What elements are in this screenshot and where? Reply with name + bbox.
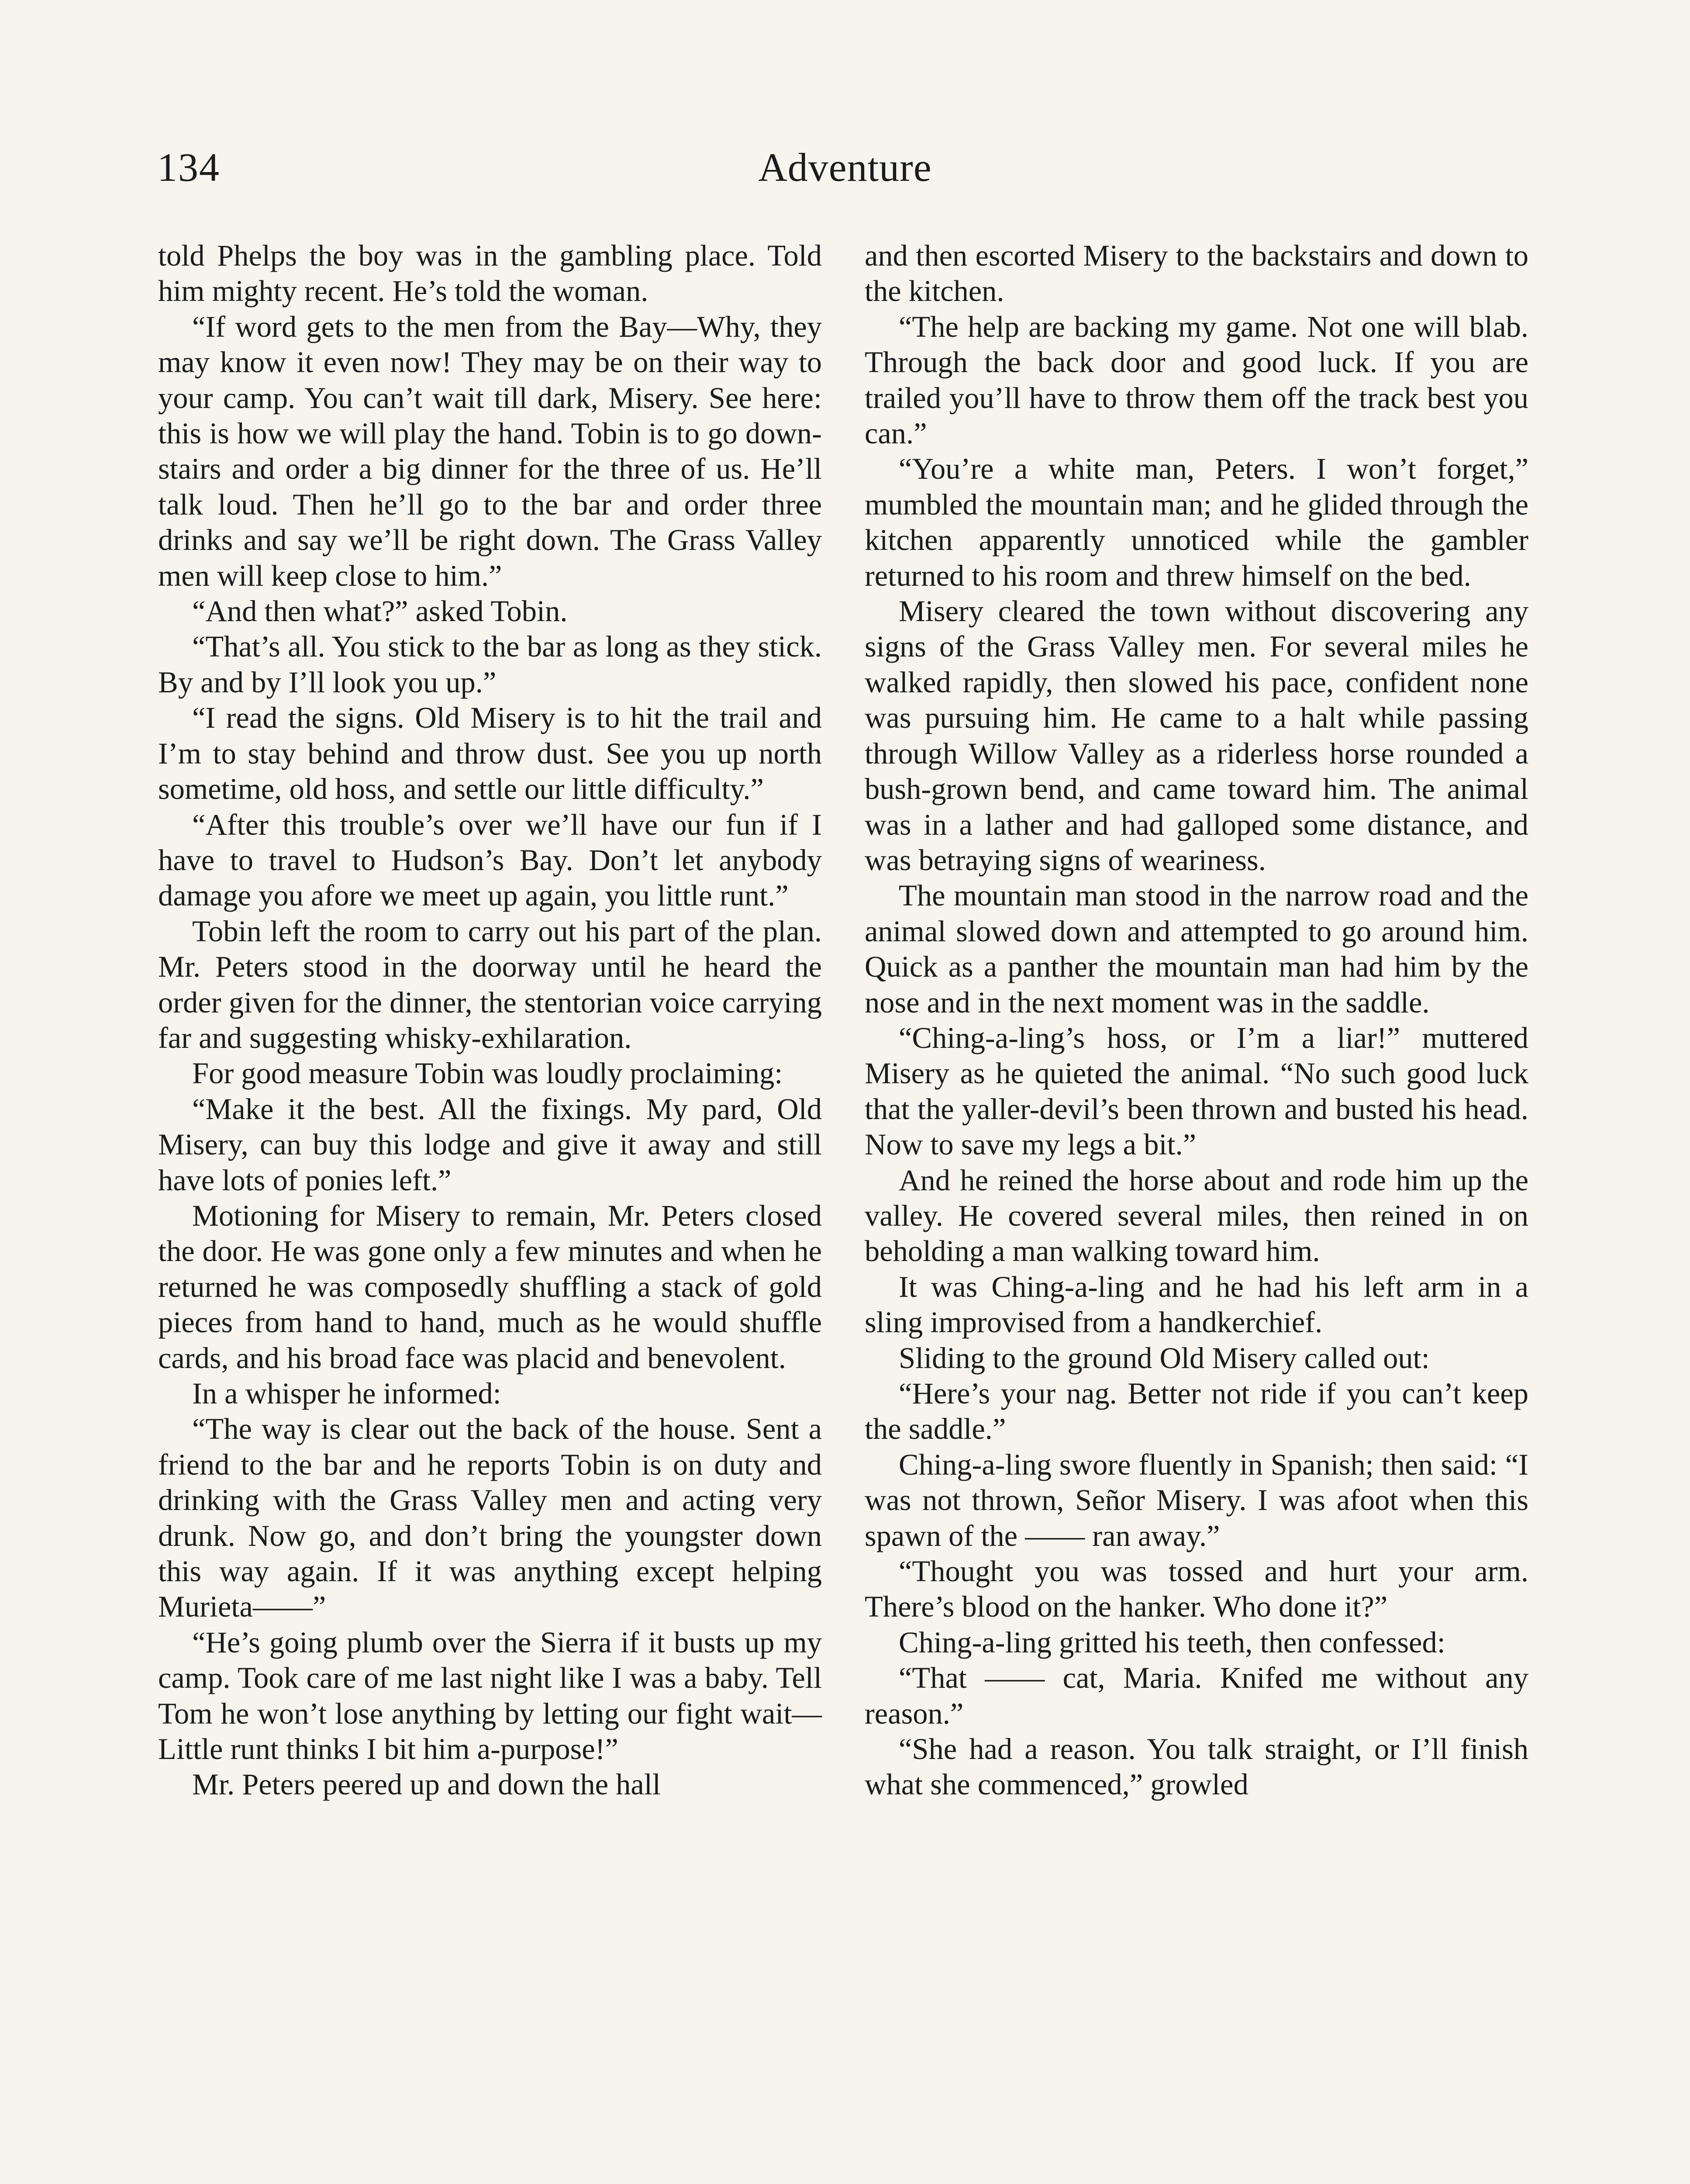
paragraph: It was Ching-a-ling and he had his left arm in a sling improvised from a handkerchief. [865,1270,1528,1339]
paragraph: Mr. Peters peered up and down the hall [192,1768,661,1801]
paragraph: and then escorted Misery to the backstairs and down to the kitchen. [865,239,1528,308]
paragraph: “After this trouble’s over we’ll have our fun if I have to travel to Hudson’s Bay. Don’t let anybody damage you afore we meet up again, you little runt.” [158,808,822,912]
paragraph: Misery cleared the town without discovering any signs of the Grass Valley men. For several miles he walked rapidly, then slowed his pace, confident none was pursuing him. He came to a halt while passing through Willow Valley as a riderless horse rounded a bush-grown bend, and came toward him. The animal was in a lather and had galloped some distance, and was betraying signs of weariness. [865,594,1528,877]
paragraph: “You’re a white man, Peters. I won’t forget,” mumbled the mountain man; and he glided through the kitchen apparently unnoticed while the gambler returned to his room and threw himself on the bed. [865,452,1528,592]
paragraph: In a whisper he informed: [192,1377,501,1410]
paragraph: “That’s all. You stick to the bar as long as they stick. By and by I’ll look you up.” [158,630,822,699]
paragraph: The mountain man stood in the narrow road and the animal slowed down and attempted to go around him. Quick as a panther the mountain man had him by the nose and in the next moment was in the saddle. [865,879,1528,1019]
paragraph: Motioning for Misery to remain, Mr. Peters closed the door. He was gone only a few minutes and when he returned he was composedly shuffling a stack of gold pieces from hand to hand, much as he would shuffle cards, and his broad face was placid and benevolent. [158,1199,822,1375]
paragraph: “That —— cat, Maria. Knifed me without any reason.” [865,1661,1528,1730]
paragraph: told Phelps the boy was in the gambling place. Told him mighty recent. He’s told the woman. [158,239,822,308]
paragraph: Sliding to the ground Old Misery called out: [899,1341,1430,1375]
paragraph: And he reined the horse about and rode him up the valley. He covered several miles, then reined in on beholding a man walking toward him. [865,1163,1528,1268]
paragraph: “She had a reason. You talk straight, or I’ll finish what she commenced,” growled [865,1732,1528,1801]
paragraph: “And then what?” asked Tobin. [192,594,568,628]
paragraph: “Ching-a-ling’s hoss, or I’m a liar!” muttered Misery as he quieted the animal. “No such good luck that the yaller-devil’s been thrown and busted his head. Now to save my legs a bit.” [865,1021,1528,1161]
paragraph: “Here’s your nag. Better not ride if you can’t keep the saddle.” [865,1377,1528,1446]
paragraph: “The help are backing my game. Not one will blab. Through the back door and good luck. If you are trailed you’ll have to throw them off the track best you can.” [865,310,1528,450]
page-header [157,144,1533,205]
paragraph: Tobin left the room to carry out his part of the plan. Mr. Peters stood in the doorway until he heard the order given for the dinner, the stentorian voice carrying far and suggesting whisky-exhilaration. [158,914,822,1054]
left-column [158,238,822,1803]
paragraph: Ching-a-ling gritted his teeth, then confessed: [899,1625,1445,1659]
paragraph: For good measure Tobin was loudly proclaiming: [192,1057,783,1090]
page-number: 134 [157,145,220,190]
right-column [865,238,1528,1803]
paragraph: “I read the signs. Old Misery is to hit the trail and I’m to stay behind and throw dust. See you up north sometime, old hoss, and settle our little difficulty.” [158,701,822,806]
paragraph: “He’s going plumb over the Sierra if it busts up my camp. Took care of me last night like I was a baby. Tell Tom he won’t lose anything by letting our fight wait—Little runt thinks I bit him a-purpose!” [158,1625,822,1766]
paragraph: “Make it the best. All the fixings. My pard, Old Misery, can buy this lodge and give it away and still have lots of ponies left.” [158,1092,822,1197]
paragraph: “Thought you was tossed and hurt your arm. There’s blood on the hanker. Who done it?” [865,1555,1528,1624]
paragraph: “If word gets to the men from the Bay—Why, they may know it even now! They may be on their way to your camp. You can’t wait till dark, Misery. See here: this is how we will play the hand. Tobin is to go down-stairs and order a big dinner for the three of us. He’ll talk loud. Then he’ll go to the bar and order three drinks and say we’ll be right down. The Grass Valley men will keep close to him.” [158,310,822,592]
paragraph: Ching-a-ling swore fluently in Spanish; then said: “I was not thrown, Señor Misery. I was afoot when this spawn of the —— ran away.” [865,1448,1528,1552]
running-head: Adventure [758,145,932,190]
paragraph: “The way is clear out the back of the house. Sent a friend to the bar and he reports Tobin is on duty and drinking with the Grass Valley men and acting very drunk. Now go, and don’t bring the youngster down this way again. If it was anything except helping Murieta——” [158,1412,822,1624]
